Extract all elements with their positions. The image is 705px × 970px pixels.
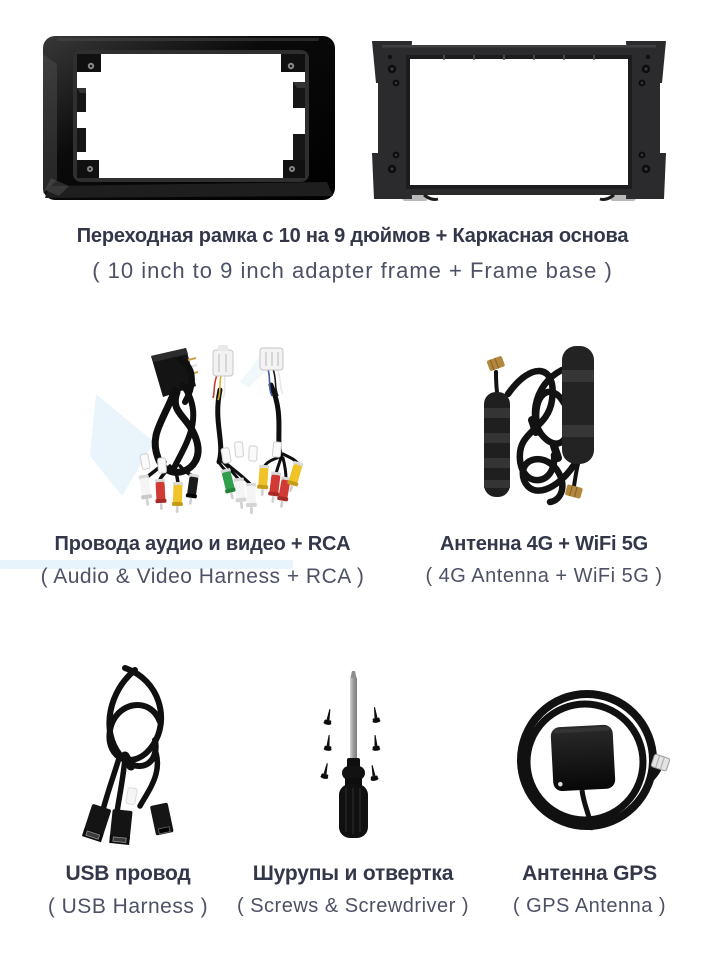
usb-a-connector	[109, 809, 132, 845]
adapter-frame-body	[43, 36, 335, 200]
rca-plug-yellow	[172, 482, 184, 513]
caption-usb	[22, 861, 234, 921]
usb-label-ru: USB провод	[65, 862, 191, 885]
antenna-body-right	[562, 346, 594, 464]
rca-plug-yellow	[257, 465, 270, 497]
rca-plug-white	[245, 483, 257, 514]
adapter-frame-photo	[35, 30, 340, 205]
sma-connector-top	[486, 356, 505, 372]
usb-cable-label	[126, 787, 138, 804]
screws-label-ru: Шурупы и отвертка	[252, 862, 454, 885]
frame-base-body	[372, 41, 666, 201]
screwdriver	[339, 671, 368, 838]
caption-antenna-4g	[398, 532, 690, 589]
antenna-4g-label-en: ( 4G Antenna + WiFi 5G )	[425, 565, 663, 587]
rca-plug-white	[233, 477, 247, 509]
usb-label-en: ( USB Harness )	[47, 895, 209, 919]
harness-label-en: ( Audio & Video Harness + RCA )	[40, 565, 365, 588]
usb-plug-connector	[150, 802, 174, 835]
gps-label-ru: Антенна GPS	[522, 862, 657, 885]
caption-gps	[487, 861, 692, 919]
frames-label-en: ( 10 inch to 9 inch adapter frame + Frame base )	[92, 258, 613, 283]
antenna-body-left	[484, 392, 510, 497]
gps-antenna-photo	[502, 668, 682, 850]
gps-label-en: ( GPS Antenna )	[512, 895, 667, 918]
rca-plug-white	[138, 474, 153, 506]
antenna-4g-label-ru: Антенна 4G + WiFi 5G	[439, 533, 649, 555]
frames-label-ru: Переходная рамка с 10 на 9 дюймов + Каркасная основа	[76, 225, 629, 247]
usb-a-connector	[82, 804, 112, 843]
harness-label-ru: Провода аудио и видео + RCA	[54, 533, 351, 555]
screws-label-en: ( Screws & Screwdriver )	[236, 895, 470, 918]
caption-frames	[0, 224, 705, 286]
av-harness-photo	[125, 330, 320, 525]
molex-connector-right	[260, 348, 283, 370]
caption-screws	[220, 861, 486, 919]
molex-connector-left	[213, 345, 233, 376]
antenna-4g-wifi-photo	[462, 330, 637, 520]
gps-puck	[550, 724, 615, 791]
screws-screwdriver-photo	[292, 668, 422, 846]
rca-plug-black	[185, 473, 200, 505]
sma-connector-bottom	[565, 484, 583, 499]
usb-harness-photo	[65, 660, 220, 850]
caption-harness	[15, 532, 390, 590]
rca-plug-red	[154, 479, 167, 511]
frame-base-photo	[372, 35, 667, 205]
